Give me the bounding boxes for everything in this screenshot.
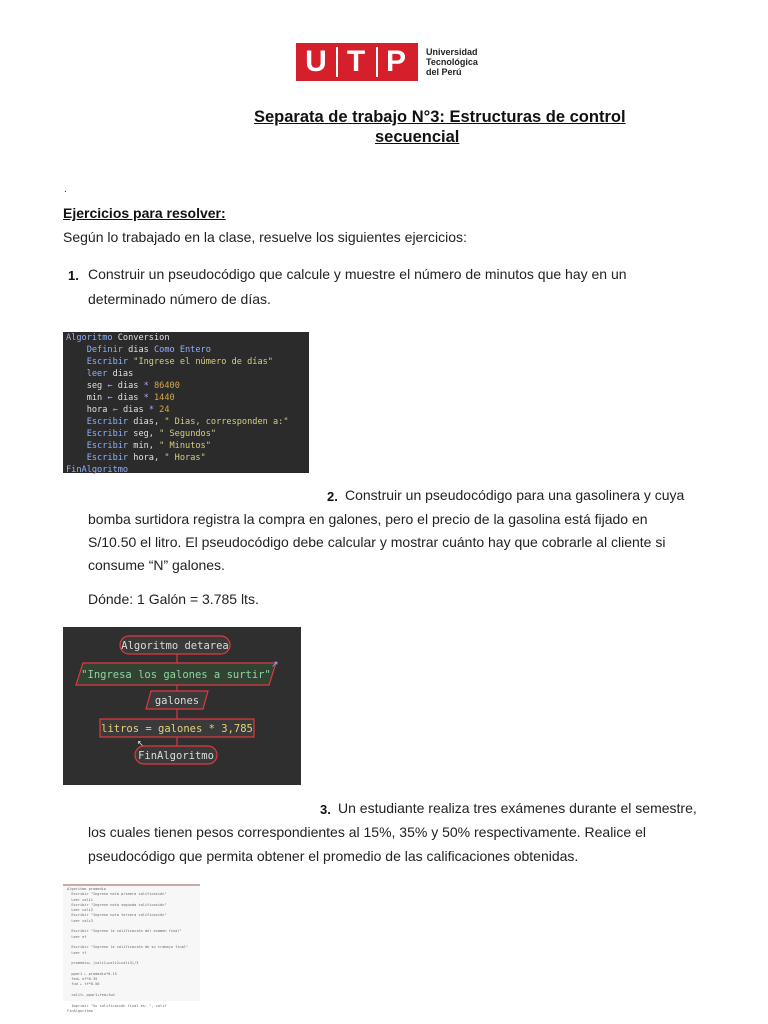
logo-text (426, 47, 478, 77)
code-token: leer (86, 369, 108, 379)
code-token: dias (112, 381, 144, 391)
code-line: calif← ppar1+fed+fud (67, 992, 115, 997)
code-line: ppar1 ← promedio*0.15 (67, 971, 117, 976)
code-line: Leer ef (67, 934, 87, 939)
code-token (66, 441, 87, 451)
process-label: litros = galones * 3,785 (101, 723, 253, 735)
code-line (63, 416, 309, 428)
code-token: dias, (128, 417, 165, 427)
code-token (66, 369, 87, 379)
code-line (63, 344, 309, 356)
code-token: ← (107, 381, 113, 391)
flowchart-screenshot (63, 627, 301, 785)
page-title-line-2: secuencial (375, 128, 460, 146)
mouse-cursor-icon: ↖ (137, 739, 144, 748)
code-line: FinAlgoritmo (67, 1008, 93, 1013)
logo-line-1: Universidad (426, 47, 478, 57)
code-line: fed← ef*0.35 (67, 977, 98, 982)
code-token: Definir (86, 345, 123, 355)
code-token: Escribir (86, 441, 129, 451)
code-token: seg, (128, 429, 160, 439)
code-line: Leer tf (67, 950, 87, 955)
exercise-3-line-2: los cuales tienen pesos correspondientes al 15%, 35% y 50% respectivamente. Realice el (88, 824, 646, 840)
page-title-line-1: Separata de trabajo N°3: Estructuras de control (254, 108, 626, 126)
code-token: " Horas" (164, 453, 206, 463)
code-token: " Minutos" (159, 441, 211, 451)
code-token (66, 429, 87, 439)
code-line: Escribir "Ingrese la calificación de su trabajo final" (67, 945, 189, 950)
code-token (66, 453, 87, 463)
exercise-1-line-2: determinado número de días. (88, 291, 271, 307)
exercise-2-line-4: consume “N” galones. (88, 557, 225, 573)
code-token: " Segundos" (159, 429, 217, 439)
code-line: Escribir "Ingrese nota segunda calificación" (67, 902, 167, 907)
logo-separator (376, 47, 378, 77)
code-line: Escribir "Ingrese nota tercera calificación" (67, 913, 167, 918)
exercise-3-number: 3. (320, 802, 331, 817)
code-line: Leer cali1 (67, 897, 93, 902)
code-line (63, 428, 309, 440)
logo-separator (336, 47, 338, 77)
code-token: ← (112, 405, 118, 415)
code-token: Escribir (86, 357, 129, 367)
code-line: Algoritmo promedio (67, 887, 106, 891)
code-line (63, 464, 309, 476)
exercise-1-line-1: Construir un pseudocódigo que calcule y muestre el número de minutos que hay en un (88, 266, 627, 282)
code-line: promedio← (cali1+cali2+cali3)/3 (67, 961, 139, 966)
flowchart-svg (63, 627, 301, 785)
code-token: * (143, 381, 149, 391)
exercise-2-number: 2. (327, 489, 338, 504)
exercise-3-line-3: pseudocódigo que permita obtener el promedio de las calificaciones obtenidas. (88, 848, 579, 864)
logo-letter-u: U (305, 45, 329, 78)
code-token: " Dias, corresponden a:" (164, 417, 289, 427)
exercise-1-number: 1. (68, 268, 79, 283)
logo-letter-t: T (346, 45, 368, 78)
output-arrow-icon: ↗ (271, 659, 279, 669)
code-line (63, 368, 309, 380)
exercise-2-line-1: Construir un pseudocódigo para una gasolinera y cuya (345, 487, 685, 503)
stray-dot: . (64, 184, 67, 195)
exercise-2-line-2: bomba surtidora registra la compra en galones, pero el precio de la gasolina está fijado en (88, 511, 648, 527)
pseudocode-screenshot-3 (63, 884, 200, 1013)
code-token: Algoritmo (66, 333, 113, 343)
exercise-2-line-3: S/10.50 el litro. El pseudocódigo debe calcular y mostrar cuánto hay que cobrarle al cliente si (88, 534, 666, 550)
code-token: dias (122, 345, 154, 355)
code-line (63, 392, 309, 404)
code-token: * (148, 405, 154, 415)
code-token: 1440 (148, 393, 175, 403)
code-token: Escribir (86, 453, 129, 463)
utp-logo (296, 43, 478, 81)
code-line (63, 332, 309, 344)
logo-line-2: Tecnológica (426, 57, 478, 67)
code-line (63, 380, 309, 392)
code-token: min (86, 393, 108, 403)
code-token (66, 381, 87, 391)
intro-text: Según lo trabajado en la clase, resuelve los siguientes ejercicios: (63, 229, 467, 245)
start-label: Algoritmo detarea (121, 640, 229, 652)
code-token: hora (86, 405, 113, 415)
exercise-2-note: Dónde: 1 Galón = 3.785 lts. (88, 591, 259, 607)
code-line: Leer cali3 (67, 918, 93, 923)
output-label: "Ingresa los galones a surtir" (81, 669, 271, 681)
logo-letter-p: P (385, 45, 408, 78)
code-token: dias (117, 405, 149, 415)
end-label: FinAlgoritmo (138, 750, 214, 762)
code-token: Escribir (86, 417, 129, 427)
code-token: "Ingrese el número de días" (128, 357, 273, 367)
code-token: min, (128, 441, 160, 451)
code-token: 24 (154, 405, 170, 415)
code-line: Leer cali2 (67, 908, 93, 913)
code-line (63, 356, 309, 368)
code-line: Escribir "Ingrese la calificación del examen final" (67, 929, 182, 934)
code-line: Escribir "Ingrese nota primera calificación" (67, 892, 167, 897)
code-token: 86400 (148, 381, 180, 391)
code-token (66, 393, 87, 403)
code-token: * (143, 393, 149, 403)
code-line (63, 452, 309, 464)
code-token: Conversion (112, 333, 170, 343)
code-token (66, 417, 87, 427)
logo-box (296, 43, 418, 81)
code-token (66, 357, 87, 367)
code-line (63, 404, 309, 416)
pseudocode-screenshot-1 (63, 332, 309, 473)
input-label: galones (154, 695, 200, 707)
code-token: FinAlgoritmo (66, 465, 129, 475)
code-token: dias (112, 393, 144, 403)
code-line: fud ← tf*0.50 (67, 982, 100, 987)
code-line: Imprimir "Su calificación final es: ", calif (67, 1003, 167, 1008)
code-token (66, 345, 87, 355)
code-token: ← (107, 393, 113, 403)
code-token (66, 405, 87, 415)
code-token: hora, (128, 453, 165, 463)
code-token: Escribir (86, 429, 129, 439)
code-token: seg (86, 381, 108, 391)
code-token: dias (107, 369, 134, 379)
section-heading: Ejercicios para resolver: (63, 205, 226, 221)
code-line (63, 440, 309, 452)
logo-line-3: del Perú (426, 67, 462, 77)
exercise-3-line-1: Un estudiante realiza tres exámenes durante el semestre, (338, 800, 697, 816)
code-token: Como Entero (153, 345, 211, 355)
